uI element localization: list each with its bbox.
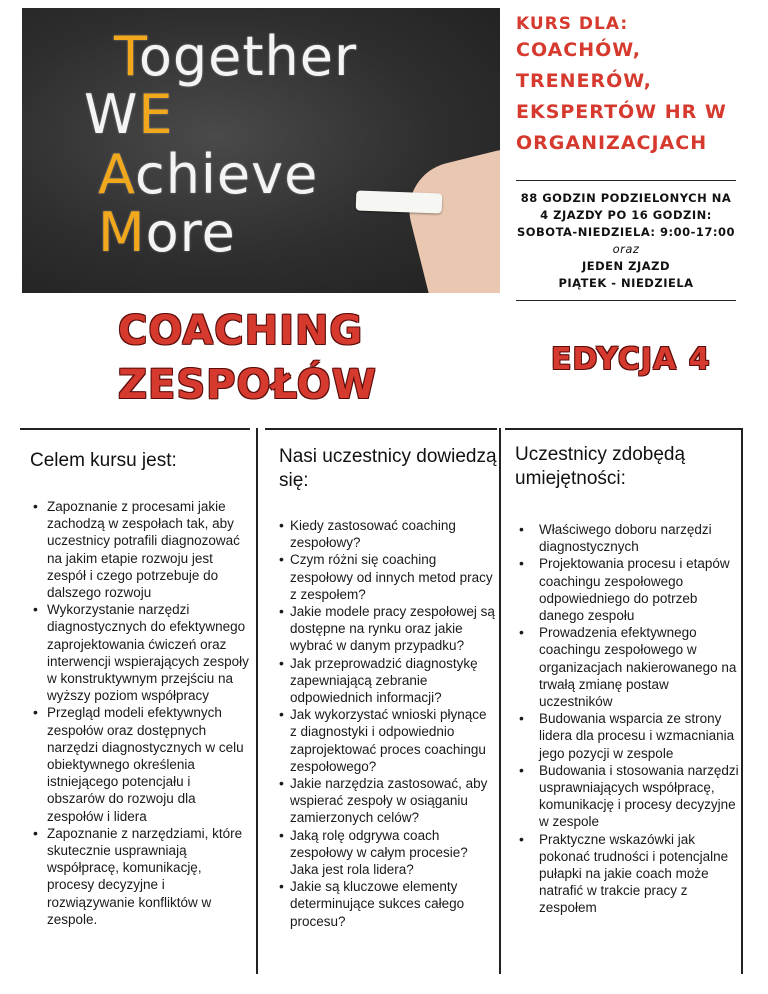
column-top-rule (505, 428, 741, 430)
list-item: • Jakie modele pracy zespołowej są dostępne na rynku oraz jakie wybrać w danym przypadku? (279, 603, 497, 655)
column-top-rule (20, 428, 250, 430)
course-title-line: ZESPOŁÓW (118, 362, 377, 408)
audience-line: TRENERÓW, (516, 70, 652, 92)
kurs-label: KURS DLA: (516, 14, 629, 34)
bullet-list (33, 498, 250, 928)
hero-line-we: WE (84, 83, 174, 146)
column-divider (256, 428, 258, 974)
bullet-list (519, 521, 741, 917)
course-title (118, 304, 418, 412)
list-item: • Jak przeprowadzić diagnostykę zapewniającą zebranie odpowiednich informacji? (279, 655, 497, 707)
schedule-oraz: oraz (612, 242, 640, 256)
schedule-box (516, 180, 736, 301)
column-divider (741, 428, 743, 974)
course-title-line: COACHING (118, 308, 364, 354)
column-heading: Celem kursu jest: (30, 450, 177, 471)
hero-line-achieve: Achieve (98, 143, 319, 206)
hero-chalkboard-image (22, 8, 500, 293)
list-item: • Właściwego doboru narzędzi diagnostycznych (519, 521, 741, 555)
hand-graphic (399, 146, 500, 293)
list-item: • Jaką rolę odgrywa coach zespołowy w całym procesie? Jaka jest rola lidera? (279, 827, 497, 879)
list-item: • Jakie narzędzia zastosować, aby wspierać zespoły w osiąganiu zamierzonych celów? (279, 775, 497, 827)
list-item: • Wykorzystanie narzędzi diagnostycznych do efektywnego zaprojektowania ćwiczeń oraz interwencji wspierających zespoły w konstruktywnym przejściu na wyższy poziom współpracy (33, 601, 250, 704)
hero-line-together: Together (114, 25, 358, 88)
bullet-list (279, 517, 497, 930)
schedule-line: JEDEN ZJAZD (581, 259, 671, 273)
list-item: • Zapoznanie z narzędziami, które skutecznie usprawniają współpracę, komunikację, procesy decyzyjne i rozwiązywanie konfliktów w zespole. (33, 825, 250, 928)
chalk-icon (356, 191, 443, 214)
list-item: • Projektowania procesu i etapów coachingu zespołowego odpowiedniego do potrzeb danego zespołu (519, 555, 741, 624)
column-top-rule (265, 428, 497, 430)
column-course-goals (20, 428, 250, 928)
audience-block (516, 8, 746, 158)
list-item: • Budowania wsparcia ze strony lidera dla procesu i wzmacniania jego pozycji w zespole (519, 710, 741, 762)
column-heading: Nasi uczestnicy dowiedzą się: (279, 446, 497, 491)
schedule-line: PIĄTEK - NIEDZIELA (558, 276, 694, 290)
audience-line: EKSPERTÓW HR W (516, 101, 727, 123)
column-divider (499, 428, 501, 974)
column-skills (505, 428, 741, 917)
audience-line: ORGANIZACJACH (516, 132, 708, 154)
list-item: • Jakie są kluczowe elementy determinujące sukces całego procesu? (279, 878, 497, 930)
list-item: • Budowania i stosowania narzędzi usprawniających współpracę, komunikację i procesy decyzyjne w zespole (519, 762, 741, 831)
schedule-line: 4 ZJAZDY PO 16 GODZIN: (540, 208, 712, 222)
list-item: • Jak wykorzystać wnioski płynące z diagnostyki i odpowiednio zaprojektować proces coachingu zespołowego? (279, 706, 497, 775)
audience-line: COACHÓW, (516, 39, 641, 61)
schedule-line: 88 GODZIN PODZIELONYCH NA (520, 191, 732, 205)
hero-line-more: More (98, 201, 236, 264)
list-item: • Kiedy zastosować coaching zespołowy? (279, 517, 497, 551)
schedule-line: SOBOTA-NIEDZIELA: 9:00-17:00 (516, 225, 736, 239)
edition-label: EDYCJA 4 (551, 342, 711, 377)
list-item: • Czym różni się coaching zespołowy od innych metod pracy z zespołem? (279, 551, 497, 603)
column-heading: Uczestnicy zdobędą umiejętności: (515, 444, 686, 489)
column-participants-learn (265, 428, 497, 930)
list-item: • Prowadzenia efektywnego coachingu zespołowego w organizacjach nakierowanego na trwałą zmianę postaw uczestników (519, 624, 741, 710)
list-item: • Przegląd modeli efektywnych zespołów oraz dostępnych narzędzi diagnostycznych w celu obiektywnego określenia istniejącego potencjału i obszarów do rozwoju dla zespołów i lidera (33, 704, 250, 824)
list-item: • Zapoznanie z procesami jakie zachodzą w zespołach tak, aby uczestnicy potrafili diagnozować na jakim etapie rozwoju jest zespół i czego potrzebuje do dalszego rozwoju (33, 498, 250, 601)
list-item: • Praktyczne wskazówki jak pokonać trudności i potencjalne pułapki na jakie coach może natrafić w trakcie pracy z zespołem (519, 831, 741, 917)
